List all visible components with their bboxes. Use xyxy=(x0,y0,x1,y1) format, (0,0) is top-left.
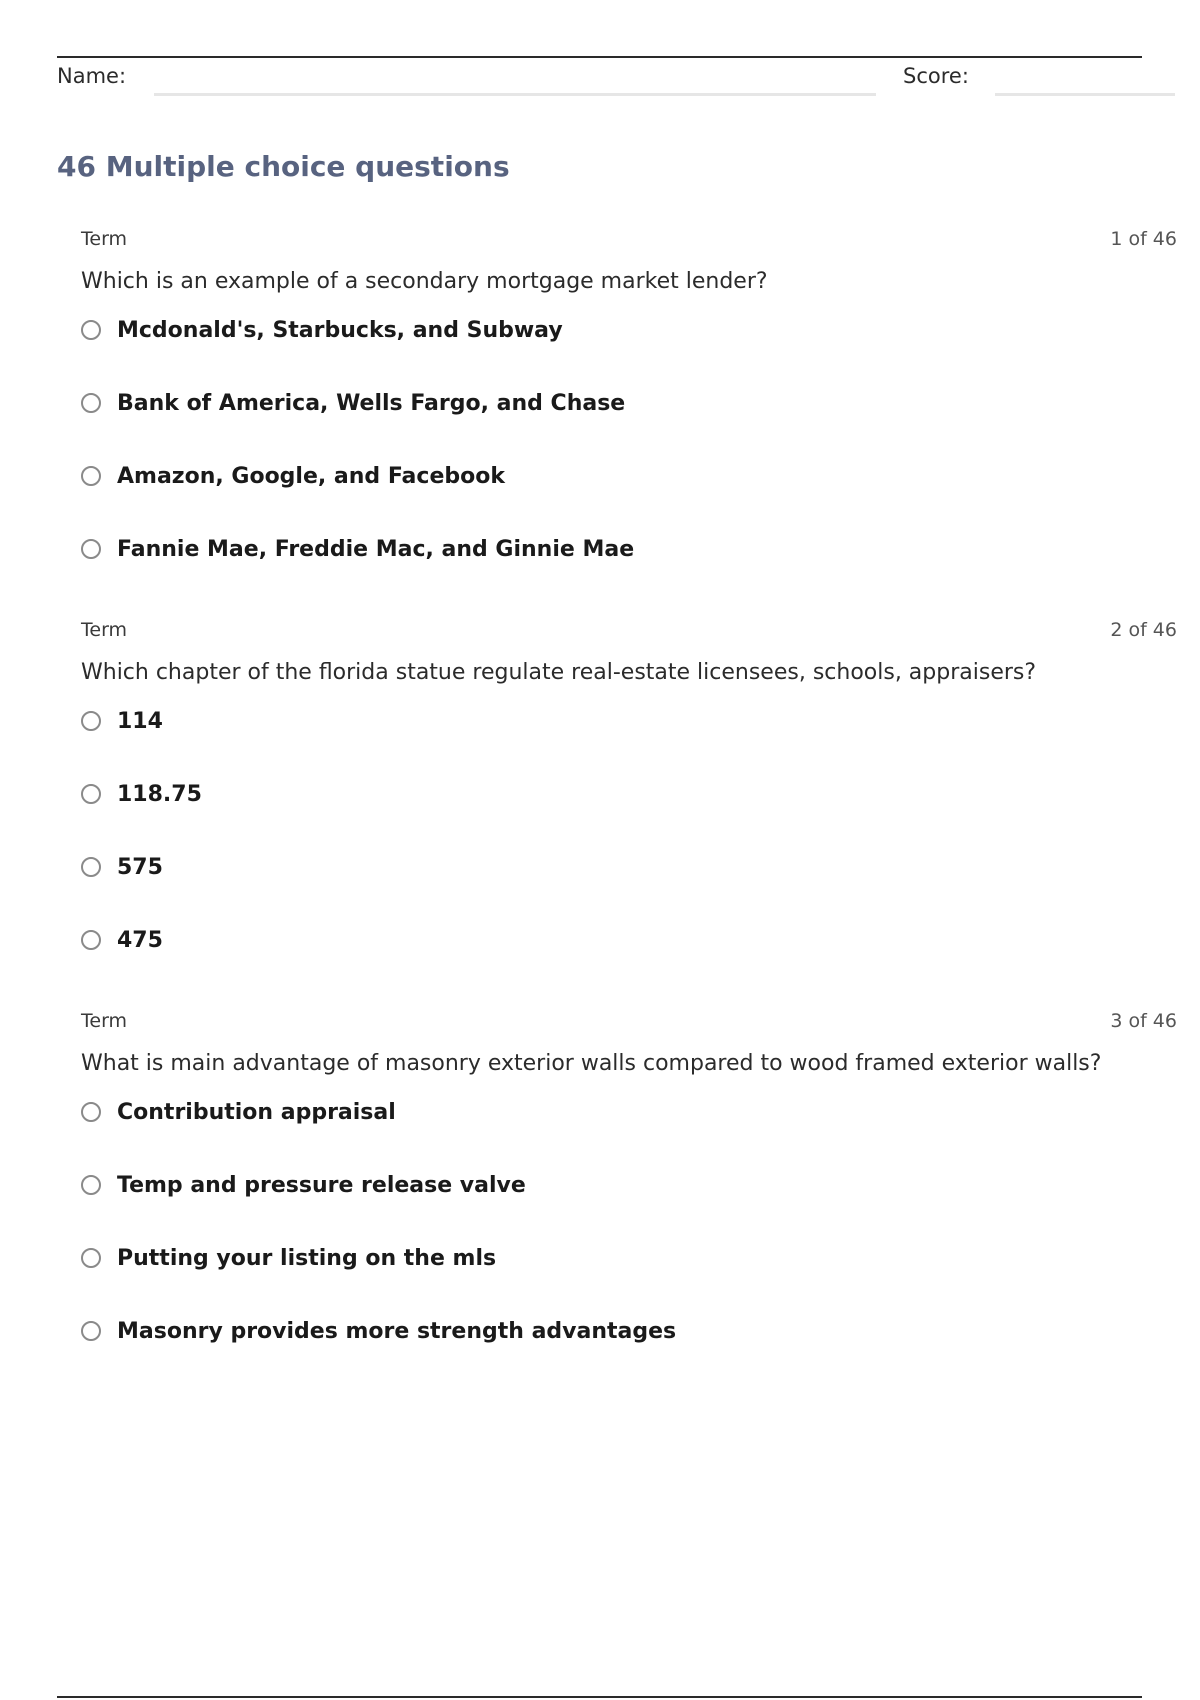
answer-text: Amazon, Google, and Facebook xyxy=(117,463,505,489)
radio-button[interactable] xyxy=(81,1248,101,1268)
answer-text: 118.75 xyxy=(117,781,202,807)
radio-button[interactable] xyxy=(81,711,101,731)
score-label: Score: xyxy=(903,64,969,88)
question-2 xyxy=(81,619,1177,996)
radio-button[interactable] xyxy=(81,930,101,950)
name-label: Name: xyxy=(57,64,127,88)
radio-button[interactable] xyxy=(81,1102,101,1122)
question-label: Term xyxy=(81,619,128,641)
answer-option[interactable] xyxy=(81,313,1177,347)
answer-option[interactable] xyxy=(81,459,1177,493)
top-divider xyxy=(57,56,1142,58)
question-label: Term xyxy=(81,228,128,250)
name-score-row xyxy=(57,62,1177,98)
question-1 xyxy=(81,228,1177,605)
answer-text: Putting your listing on the mls xyxy=(117,1245,497,1271)
radio-button[interactable] xyxy=(81,393,101,413)
answer-text: Mcdonald's, Starbucks, and Subway xyxy=(117,317,563,343)
answer-text: 475 xyxy=(117,927,163,953)
answer-options xyxy=(81,313,1177,566)
answer-text: Bank of America, Wells Fargo, and Chase xyxy=(117,390,626,416)
answer-text: 114 xyxy=(117,708,163,734)
answer-option[interactable] xyxy=(81,1168,1177,1202)
question-counter: 2 of 46 xyxy=(1110,619,1177,641)
radio-button[interactable] xyxy=(81,539,101,559)
answer-option[interactable] xyxy=(81,386,1177,420)
radio-button[interactable] xyxy=(81,466,101,486)
question-label: Term xyxy=(81,1010,128,1032)
question-prompt: Which is an example of a secondary mortgage market lender? xyxy=(81,269,768,294)
answer-option[interactable] xyxy=(81,1095,1177,1129)
answer-options xyxy=(81,1095,1177,1348)
answer-text: Temp and pressure release valve xyxy=(117,1172,526,1198)
bottom-divider xyxy=(57,1696,1142,1698)
answer-text: Contribution appraisal xyxy=(117,1099,396,1125)
question-counter: 3 of 46 xyxy=(1110,1010,1177,1032)
name-field[interactable] xyxy=(154,93,876,96)
question-prompt: Which chapter of the florida statue regulate real-estate licensees, schools, appraisers? xyxy=(81,660,1037,685)
question-prompt: What is main advantage of masonry exterior walls compared to wood framed exterior walls? xyxy=(81,1051,1102,1076)
answer-option[interactable] xyxy=(81,923,1177,957)
answer-option[interactable] xyxy=(81,532,1177,566)
radio-button[interactable] xyxy=(81,320,101,340)
score-field[interactable] xyxy=(995,93,1175,96)
question-3 xyxy=(81,1010,1177,1387)
radio-button[interactable] xyxy=(81,857,101,877)
answer-text: 575 xyxy=(117,854,163,880)
radio-button[interactable] xyxy=(81,1175,101,1195)
answer-options xyxy=(81,704,1177,957)
answer-option[interactable] xyxy=(81,704,1177,738)
answer-text: Fannie Mae, Freddie Mac, and Ginnie Mae xyxy=(117,536,635,562)
question-counter: 1 of 46 xyxy=(1110,228,1177,250)
section-title: 46 Multiple choice questions xyxy=(57,150,510,183)
radio-button[interactable] xyxy=(81,1321,101,1341)
answer-text: Masonry provides more strength advantages xyxy=(117,1318,677,1344)
answer-option[interactable] xyxy=(81,1314,1177,1348)
answer-option[interactable] xyxy=(81,850,1177,884)
answer-option[interactable] xyxy=(81,777,1177,811)
radio-button[interactable] xyxy=(81,784,101,804)
answer-option[interactable] xyxy=(81,1241,1177,1275)
